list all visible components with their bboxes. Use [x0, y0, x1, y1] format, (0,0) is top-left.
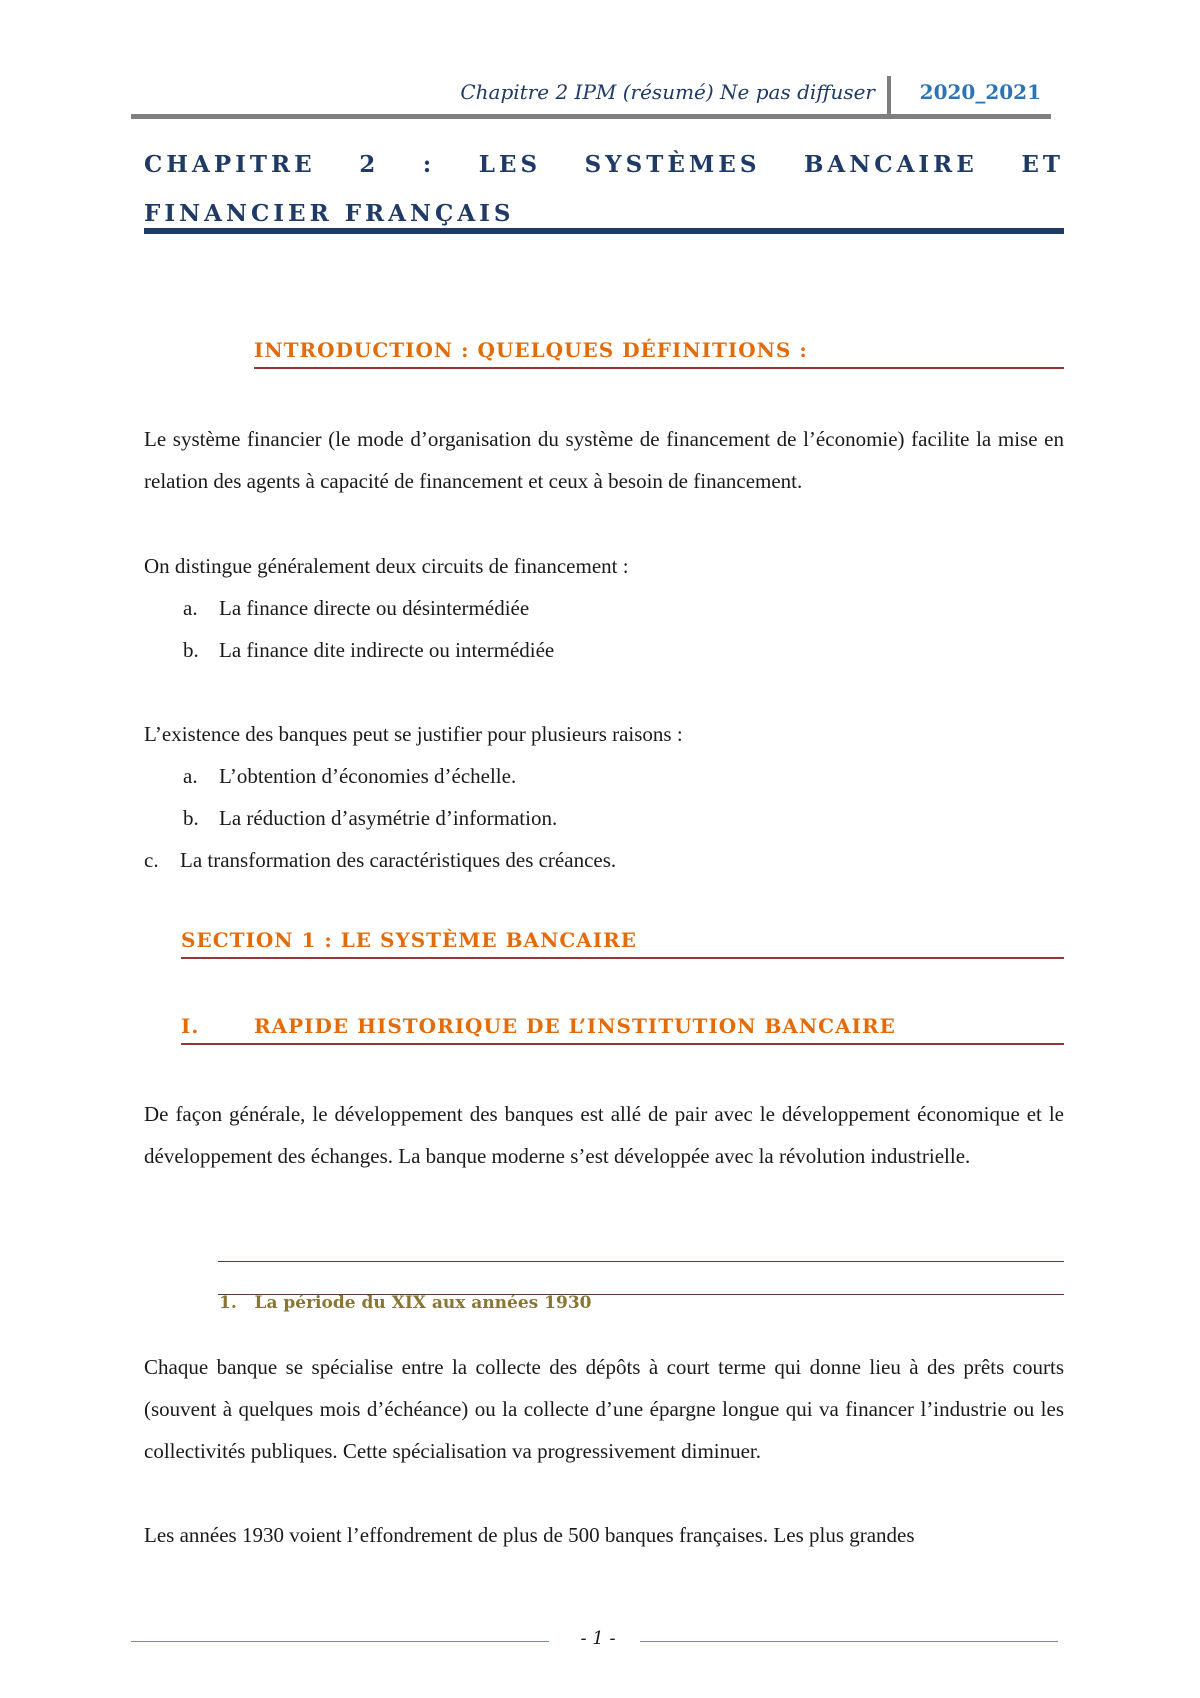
header-rule: [131, 114, 1051, 119]
footer-rule-right: [640, 1641, 1058, 1642]
intro-paragraph-1: Le système financier (le mode d’organisation du système de financement de l’économie) facilite la mise en relation des agents à capacité de financement et ceux à besoin de financement.: [144, 427, 1064, 493]
list-marker: a.: [183, 596, 198, 620]
list-marker: a.: [183, 764, 198, 788]
section-1-paragraph-1: De façon générale, le développement des banques est allé de pair avec le développement économique et le développement des échanges. La banque moderne s’est développée avec la révolution industrielle.: [144, 1102, 1064, 1168]
chapter-title: CHAPITRE 2 : LES SYSTÈMES BANCAIRE ET FINANCIER FRANÇAIS: [144, 151, 1064, 227]
subsection-title: 1. La période du XIX aux années 1930: [219, 1292, 592, 1313]
footer-rule-left: [131, 1641, 549, 1642]
history-heading-rule: [181, 1043, 1064, 1045]
section-1-heading-rule: [181, 957, 1064, 959]
history-heading-text: RAPIDE HISTORIQUE DE L’INSTITUTION BANCAIRE: [254, 1014, 896, 1038]
chapter-title-rule: [144, 228, 1064, 234]
section-1-paragraph-3: Les années 1930 voient l’effondrement de plus de 500 banques françaises. Les plus grandes: [144, 1523, 915, 1547]
list-item-text: La transformation des caractéristiques des créances.: [180, 848, 617, 872]
list-item-text: La finance dite indirecte ou intermédiée: [219, 638, 555, 662]
header-document-title: Chapitre 2 IPM (résumé) Ne pas diffuser: [460, 80, 875, 104]
list-marker: c.: [144, 848, 159, 872]
intro-heading: INTRODUCTION : QUELQUES DÉFINITIONS :: [254, 338, 808, 362]
page-header: [131, 76, 1051, 116]
list-marker: b.: [183, 806, 199, 830]
section-1-heading: SECTION 1 : LE SYSTÈME BANCAIRE: [181, 928, 637, 952]
header-divider: [887, 76, 891, 114]
list-item-text: La finance directe ou désintermédiée: [219, 596, 530, 620]
list-item-text: La réduction d’asymétrie d’information.: [219, 806, 558, 830]
history-heading: [181, 1014, 896, 1038]
intro-paragraph-2: On distingue généralement deux circuits de financement :: [144, 554, 629, 578]
history-heading-number: I.: [181, 1014, 200, 1038]
list-item-text: L’obtention d’économies d’échelle.: [219, 764, 517, 788]
list-marker: b.: [183, 638, 199, 662]
intro-paragraph-3: L’existence des banques peut se justifier pour plusieurs raisons :: [144, 722, 683, 746]
subsection-rule-top: [218, 1261, 1064, 1262]
page-number: - 1 -: [580, 1628, 616, 1649]
header-year: 2020_2021: [919, 80, 1041, 104]
section-1-paragraph-2: Chaque banque se spécialise entre la collecte des dépôts à court terme qui donne lieu à des prêts courts (souvent à quelques mois d’échéance) ou la collecte d’une épargne longue qui va financer l’industrie ou les collectivités publiques. Cette spécialisation va progressivement diminuer.: [144, 1355, 1064, 1463]
intro-heading-rule: [254, 367, 1064, 369]
subsection-rule-bottom: [218, 1294, 1064, 1295]
